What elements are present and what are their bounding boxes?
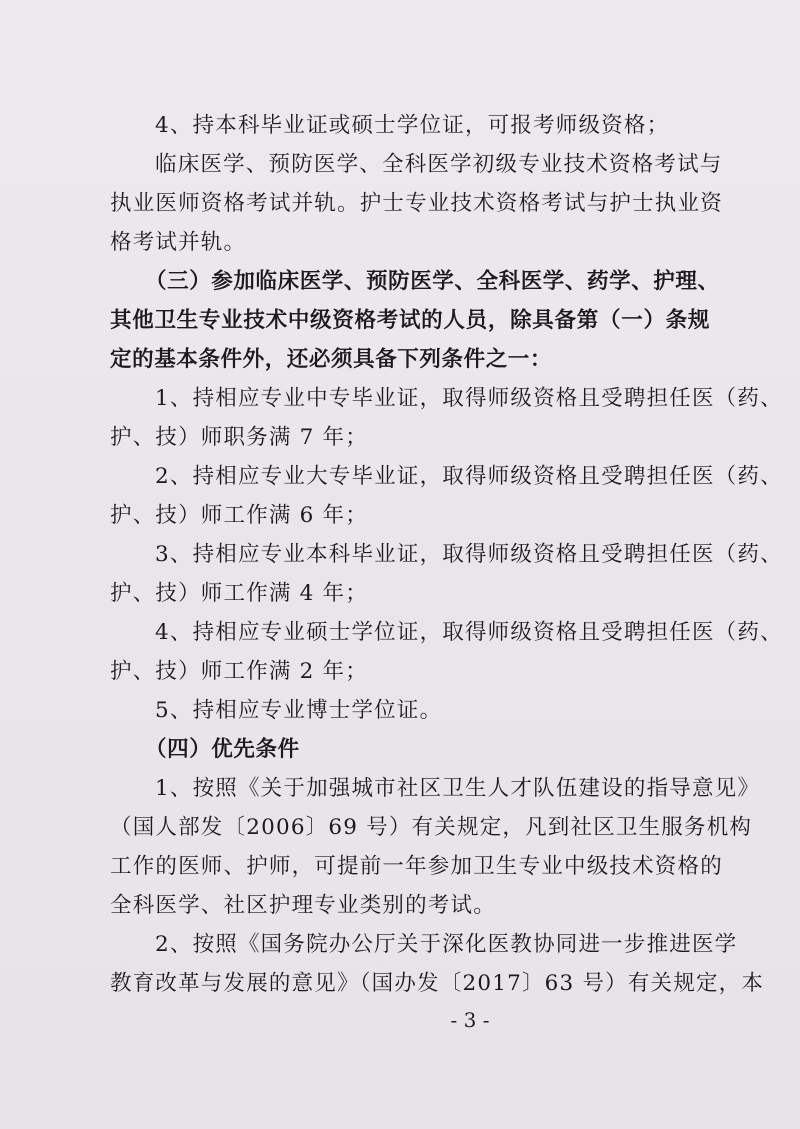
condition-2-line-2: 护、技）师工作满 6 年； bbox=[110, 503, 368, 528]
section-four-heading: （四）优先条件 bbox=[145, 737, 300, 762]
priority-1-line-4: 全科医学、社区护理专业类别的考试。 bbox=[110, 893, 496, 918]
text-line-2: 临床医学、预防医学、全科医学初级专业技术资格考试与 bbox=[155, 152, 723, 177]
text-line-4: 格考试并轨。 bbox=[110, 230, 247, 255]
section-three-heading-line-3: 定的基本条件外，还必须具备下列条件之一： bbox=[110, 347, 553, 372]
priority-2-line-1: 2、按照《国务院办公厅关于深化医教协同进一步推进医学 bbox=[155, 932, 738, 957]
condition-3-line-1: 3、持相应专业本科毕业证，取得师级资格且受聘担任医（药、 bbox=[155, 542, 783, 567]
condition-5-line: 5、持相应专业博士学位证。 bbox=[155, 698, 443, 723]
priority-1-line-2: （国人部发〔2006〕69 号）有关规定，凡到社区卫生服务机构 bbox=[110, 815, 753, 840]
text-line-1: 4、持本科毕业证或硕士学位证，可报考师级资格； bbox=[155, 113, 670, 138]
priority-1-line-1: 1、按照《关于加强城市社区卫生人才队伍建设的指导意见》 bbox=[155, 776, 761, 801]
condition-4-line-2: 护、技）师工作满 2 年； bbox=[110, 659, 368, 684]
condition-1-line-2: 护、技）师职务满 7 年； bbox=[110, 425, 368, 450]
section-three-heading-line-1: （三）参加临床医学、预防医学、全科医学、药学、护理、 bbox=[145, 269, 720, 294]
priority-2-line-2: 教育改革与发展的意见》（国办发〔2017〕63 号）有关规定，本 bbox=[110, 971, 765, 996]
text-line-3: 执业医师资格考试并轨。护士专业技术资格考试与护士执业资 bbox=[110, 191, 723, 216]
section-three-heading-line-2: 其他卫生专业技术中级资格考试的人员，除具备第（一）条规 bbox=[110, 308, 710, 333]
condition-3-line-2: 护、技）师工作满 4 年； bbox=[110, 581, 368, 606]
page-number: - 3 - bbox=[450, 1008, 490, 1032]
priority-1-line-3: 工作的医师、护师，可提前一年参加卫生专业中级技术资格的 bbox=[110, 854, 723, 879]
condition-2-line-1: 2、持相应专业大专毕业证，取得师级资格且受聘担任医（药、 bbox=[155, 464, 783, 489]
condition-4-line-1: 4、持相应专业硕士学位证，取得师级资格且受聘担任医（药、 bbox=[155, 620, 783, 645]
condition-1-line-1: 1、持相应专业中专毕业证，取得师级资格且受聘担任医（药、 bbox=[155, 386, 783, 411]
